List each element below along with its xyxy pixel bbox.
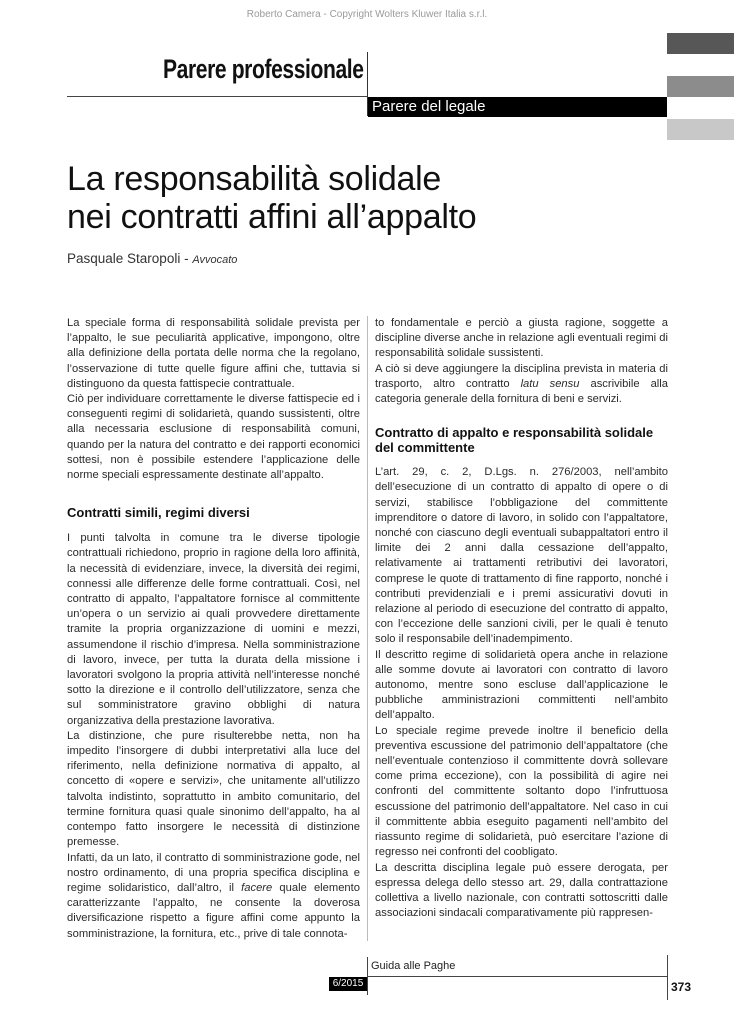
article-title-line2: nei contratti affini all’appalto	[67, 198, 477, 236]
journal-name: Guida alle Paghe	[371, 960, 456, 972]
issue-badge: 6/2015	[329, 977, 367, 991]
section-label: Parere del legale	[368, 97, 667, 117]
decorative-tab-medium	[667, 76, 734, 97]
section-heading: Contratto di appalto e responsabilità solidale del committente	[375, 425, 654, 456]
section-heading: Contratti simili, regimi diversi	[67, 505, 250, 521]
paragraph: Ciò per individuare correttamente le diverse fattispecie ed i conseguenti regimi di solidarietà, quando sussistenti, oltre alla necessaria esclusione di responsabilità comuni, quando per la natura del contratto e dei rapporti economici sottesi, non è possibile estendere l’applicazione delle norme speciali espressamente destinate all’appalto.	[67, 393, 360, 482]
decorative-tab-light	[667, 119, 734, 140]
text-run: ascrivibile alla categoria generale della fornitura di beni e servizi.	[375, 377, 669, 406]
text-run: A ciò si deve aggiungere la disciplina prevista in materia di trasporto, altro contratto	[375, 362, 668, 390]
paragraph: La distinzione, che pure risulterebbe netta, non ha impedito l’insorgere di dubbi interpretativi alla luce del riferimento, nella definizione normativa di appalto, al concetto di «opere e servizi», che unitamente all’utilizzo talvolta indistinto, soprattutto in ambito comunitario, del termine fornitura quasi quale sinonimo dell’appalto, ha al contempo fatto insorgere le necessità di distinzione premesse.	[67, 729, 360, 849]
copyright-notice: Roberto Camera - Copyright Wolters Kluwer Italia s.r.l.	[246, 9, 488, 20]
column-divider	[367, 316, 368, 941]
paragraph: Il descritto regime di solidarietà opera anche in relazione alle somme dovute ai lavoratori con contratto di lavoro autonomo, mentre sono escluse dall’applicazione le pubbliche amministrazioni committenti nell’ambito dell’appalto.	[375, 648, 668, 722]
article-title-line1: La responsabilità solidale	[67, 160, 442, 198]
right-column	[375, 316, 668, 921]
text-run: Infatti, da un lato, il contratto di somministrazione gode, nel nostro ordinamento, di una propria specifica disciplina e regime solidaristico, dall’altro, il	[67, 851, 360, 894]
text-run: quale elemento caratterizzante l’appalto, ne consente la doverosa diversificazione rispetto a figure affini come appunto la somministrazione, la fornitura, etc., prive di tale connota-	[67, 881, 360, 940]
paragraph: I punti talvolta in comune tra le diverse tipologie contrattuali richiedono, proprio in ragione della loro affinità, la necessità di evidenziare, invece, la diversità dei regimi, connessi alle differenze delle forme contrattuali. Così, nel contratto di appalto, l’appaltatore fornisce al committente un’opera o un servizio ai quali provvedere direttamente tramite la propria organizzazione di uomini e mezzi, assumendone il rischio d’impresa. Nella somministrazione di lavoro, invece, per tutta la durata della missione i lavoratori svolgono la propria attività nell’interesse nonché sotto la direzione e il controllo dell’utilizzatore, senza che sul somministratore gravino obblighi di natura organizzativa della prestazione lavorativa.	[67, 532, 360, 727]
paragraph	[67, 851, 360, 942]
header-rule	[67, 96, 367, 97]
paragraph	[375, 362, 668, 408]
article-title	[67, 160, 657, 236]
decorative-tab-dark	[667, 33, 734, 54]
author-byline	[67, 251, 237, 266]
paragraph: La speciale forma di responsabilità solidale prevista per l’appalto, le sue peculiarità applicative, impongono, oltre alla definizione della portata delle norma che la regolano, l’osservazione di tutte quelle figure affini che, tuttavia si distinguono da questa fattispecie contrattuale.	[67, 317, 360, 390]
footer-rule	[367, 976, 667, 977]
author-separator: -	[180, 251, 193, 266]
emphasis: latu sensu	[520, 377, 580, 390]
author-role: Avvocato	[192, 254, 238, 266]
author-name: Pasquale Staropoli	[67, 251, 181, 266]
paragraph: La descritta disciplina legale può essere derogata, per espressa delega dello stesso art. 29, dalla contrattazione collettiva a livello nazionale, con contratti sottoscritti dalle associazioni sindacali comparativamente più rappresen-	[375, 861, 668, 920]
emphasis: facere	[241, 881, 273, 894]
page-number: 373	[671, 980, 692, 994]
paragraph: Lo speciale regime prevede inoltre il beneficio della preventiva escussione del patrimonio dell’appaltatore (che nell’eventuale contenzioso il committente dovrà sollevare come prima eccezione), con la possibilità di agire nei confronti del committente soltanto dopo l’infruttuosa escussione del patrimonio dell’appaltatore. Nel caso in cui il committente abbia eseguito pagamenti nell’ambito del riassunto regime di solidarietà, può esercitare l’azione di regresso nei confronti del coobligato.	[375, 724, 668, 859]
paragraph: L’art. 29, c. 2, D.Lgs. n. 276/2003, nell’ambito dell’esecuzione di un contratto di appalto di opere o di servizi, stabilisce l’obbligazione del committente imprenditore o datore di lavoro, in solido con l’appaltatore, nonché con ciascuno degli eventuali subappaltatori entro il limite dei 2 anni dalla cessazione dell’appalto, relativamente ai trattamenti retributivi dei lavoratori, comprese le quote di trattamento di fine rapporto, nonché i contributi previdenziali e i premi assicurativi dovuti in relazione al periodo di esecuzione del contratto di appalto, con l’eccezione delle sanzioni civili, per le quali è tenuto solo il responsabile dell’inadempimento.	[375, 466, 668, 646]
paragraph: to fondamentale e perciò a giusta ragione, soggette a discipline diverse anche in relazione agli eventuali regimi di responsabilità solidale sussistenti.	[375, 317, 668, 360]
footer-page-divider	[667, 955, 668, 1000]
left-column	[67, 316, 360, 942]
section-kicker: Parere professionale	[163, 54, 364, 84]
